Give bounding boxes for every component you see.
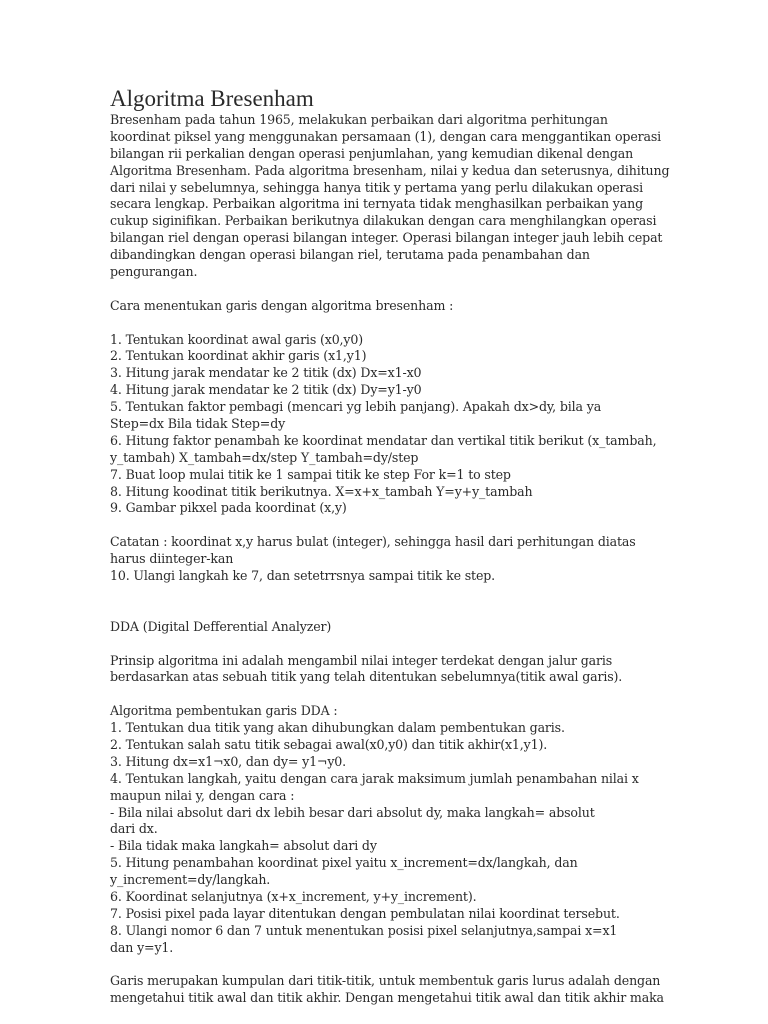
list-item: 2. Tentukan koordinat akhir garis (x1,y1) (110, 348, 367, 364)
list-item: - Bila nilai absolut dari dx lebih besar dari absolut dy, maka langkah= absolut (110, 804, 595, 820)
list-item: 9. Gambar pikxel pada koordinat (x,y) (110, 500, 347, 516)
list-item: Step=dx Bila tidak Step=dy (110, 416, 286, 432)
list-item: 4. Tentukan langkah, yaitu dengan cara jarak maksimum jumlah penambahan nilai x (110, 770, 639, 786)
list-item: 3. Hitung jarak mendatar ke 2 titik (dx) Dx=x1-x0 (110, 365, 422, 381)
paragraph-line: berdasarkan atas sebuah titik yang telah ditentukan sebelumnya(titik awal garis). (110, 669, 623, 685)
paragraph-line: koordinat piksel yang menggunakan persamaan (1), dengan cara menggantikan operasi (110, 128, 662, 144)
document-title: Algoritma Bresenham (110, 86, 314, 111)
list-item: Algoritma pembentukan garis DDA : (110, 703, 338, 719)
list-item: 5. Hitung penambahan koordinat pixel yaitu x_increment=dx/langkah, dan (110, 855, 578, 871)
list-item: 4. Hitung jarak mendatar ke 2 titik (dx) Dy=y1-y0 (110, 382, 422, 398)
paragraph-line: dibandingkan dengan operasi bilangan riel, terutama pada penambahan dan (110, 247, 590, 263)
list-item: dari dx. (110, 821, 158, 837)
list-item: maupun nilai y, dengan cara : (110, 787, 295, 803)
paragraph-line: bilangan riel dengan operasi bilangan integer. Operasi bilangan integer jauh lebih cepat (110, 230, 663, 246)
paragraph-line: cukup siginifikan. Perbaikan berikutnya dilakukan dengan cara menghilangkan operasi (110, 213, 657, 229)
paragraph-line: Prinsip algoritma ini adalah mengambil nilai integer terdekat dengan jalur garis (110, 652, 613, 668)
list-item: 1. Tentukan dua titik yang akan dihubungkan dalam pembentukan garis. (110, 720, 565, 736)
list-item: 2. Tentukan salah satu titik sebagai awal(x0,y0) dan titik akhir(x1,y1). (110, 736, 548, 752)
list-item: 7. Posisi pixel pada layar ditentukan dengan pembulatan nilai koordinat tersebut. (110, 905, 620, 921)
closing-paragraph (110, 973, 700, 1007)
document-page (110, 86, 700, 1007)
list-item: - Bila tidak maka langkah= absolut dari dy (110, 838, 377, 854)
dda-principle-paragraph (110, 653, 700, 687)
bresenham-heading: Cara menentukan garis dengan algoritma bresenham : (110, 297, 454, 313)
paragraph-line: dari nilai y sebelumnya, sehingga hanya titik y pertama yang perlu dilakukan operasi (110, 179, 643, 195)
list-item: 6. Hitung faktor penambah ke koordinat mendatar dan vertikal titik berikut (x_tambah, (110, 432, 657, 448)
dda-heading: DDA (Digital Defferential Analyzer) (110, 618, 332, 634)
list-item: 8. Ulangi nomor 6 dan 7 untuk menentukan posisi pixel selanjutnya,sampai x=x1 (110, 922, 618, 938)
list-item: 8. Hitung koodinat titik berikutnya. X=x+x_tambah Y=y+y_tambah (110, 483, 533, 499)
intro-paragraph (110, 112, 700, 281)
paragraph-line: Algoritma Bresenham. Pada algoritma bresenham, nilai y kedua dan seterusnya, dihitung (110, 162, 670, 178)
dda-steps-list (110, 703, 700, 956)
note-paragraph (110, 534, 700, 585)
list-item: y_increment=dy/langkah. (110, 872, 271, 888)
paragraph-line: secara lengkap. Perbaikan algoritma ini ternyata tidak menghasilkan perbaikan yang (110, 196, 643, 212)
list-item: 7. Buat loop mulai titik ke 1 sampai titik ke step For k=1 to step (110, 466, 511, 482)
list-item: y_tambah) X_tambah=dx/step Y_tambah=dy/step (110, 449, 419, 465)
list-item: 5. Tentukan faktor pembagi (mencari yg lebih panjang). Apakah dx>dy, bila ya (110, 399, 602, 415)
list-item: dan y=y1. (110, 939, 174, 955)
list-item: 1. Tentukan koordinat awal garis (x0,y0) (110, 331, 364, 347)
paragraph-line: harus diinteger-kan (110, 551, 234, 567)
paragraph-line: Garis merupakan kumpulan dari titik-titik, untuk membentuk garis lurus adalah dengan (110, 973, 661, 989)
document-body (110, 112, 700, 1007)
bresenham-steps-list (110, 332, 700, 518)
paragraph-line: pengurangan. (110, 264, 198, 280)
list-item: 3. Hitung dx=x1¬x0, dan dy= y1¬y0. (110, 753, 347, 769)
paragraph-line: mengetahui titik awal dan titik akhir. Dengan mengetahui titik awal dan titik akhir maka (110, 990, 664, 1006)
paragraph-line: bilangan rii perkalian dengan operasi penjumlahan, yang kemudian dikenal dengan (110, 145, 634, 161)
paragraph-line: 10. Ulangi langkah ke 7, dan setetrrsnya sampai titik ke step. (110, 568, 496, 584)
paragraph-line: Bresenham pada tahun 1965, melakukan perbaikan dari algoritma perhitungan (110, 112, 608, 127)
paragraph-line: Catatan : koordinat x,y harus bulat (integer), sehingga hasil dari perhitungan diatas (110, 534, 636, 550)
list-item: 6. Koordinat selanjutnya (x+x_increment, y+y_increment). (110, 888, 477, 904)
